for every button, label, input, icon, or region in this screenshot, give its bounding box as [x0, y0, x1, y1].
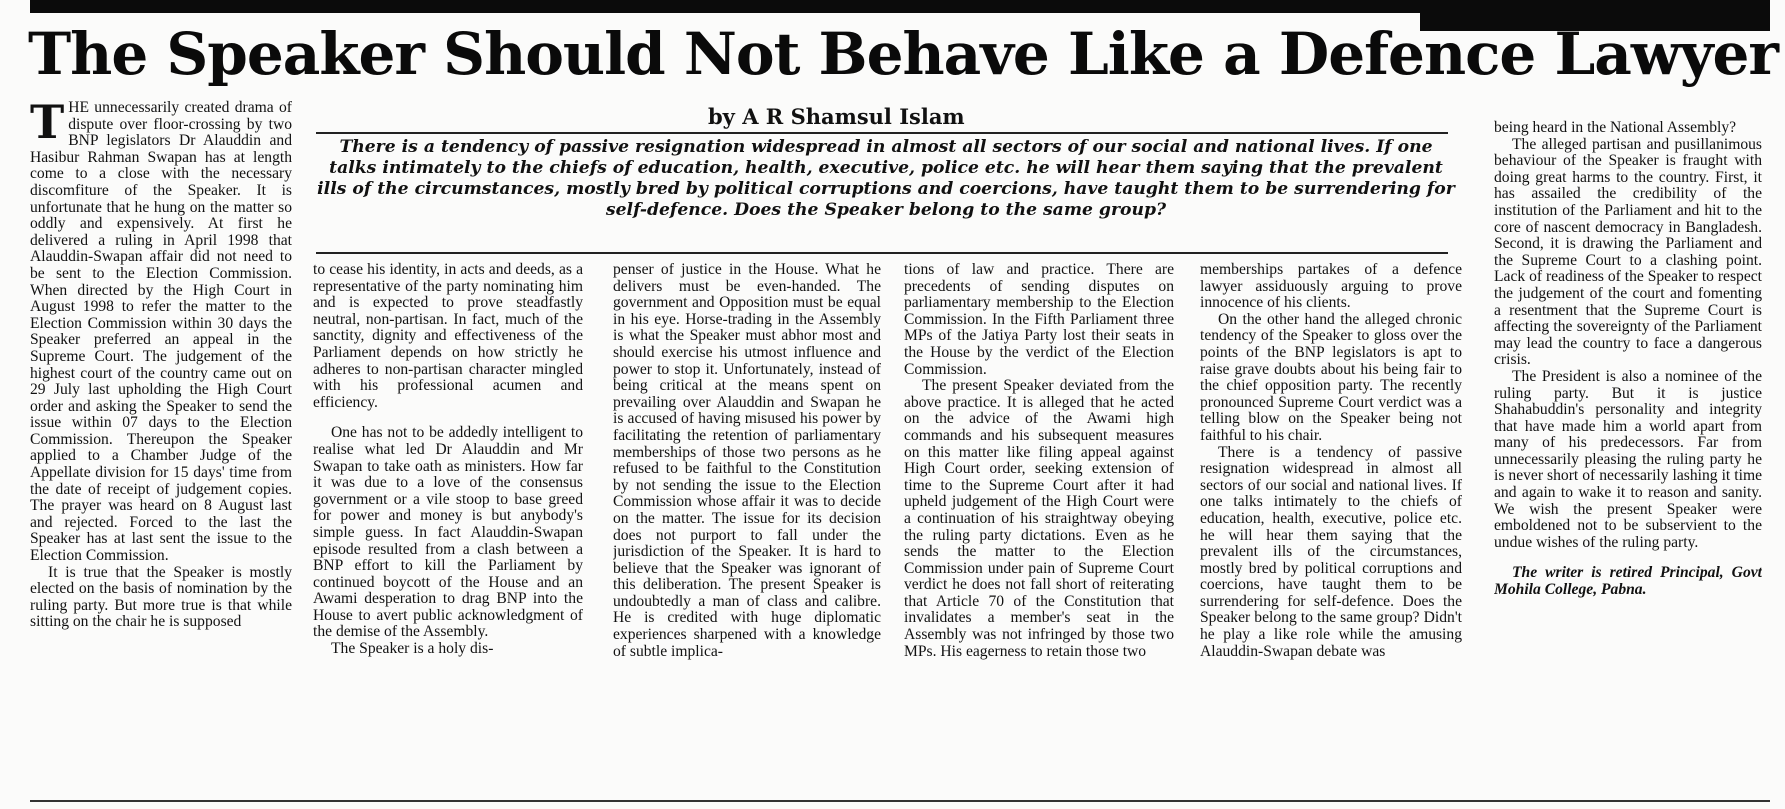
article-column-5: [1200, 262, 1462, 790]
paragraph: to cease his identity, in acts and deeds, as a representative of the party nominating him and is expected to prove steadfastly neutral, non-partisan. In fact, much of the sanctity, dignity and effectiveness of the Parliament depends on how strictly he adheres to non-partisan character mingled with his professional acumen and efficiency.: [313, 262, 583, 411]
article-column-2: [313, 262, 583, 790]
article-column-3: [613, 262, 881, 790]
paragraph: being heard in the National Assembly?: [1494, 120, 1737, 136]
paragraph: The present Speaker deviated from the above practice. It is alleged that he acted on the advice of the Awami high commands and his subsequent measures on this matter like filing appeal against High Court order, seeking extension of time to the Supreme Court after it had upheld judgement of the High Court were a continuation of his straightway obeying the ruling party dictations. Even as he sends the matter to the Election Commission under pain of Supreme Court verdict he does not fall short of reiterating that Article 70 of the Constitution that invalidates a member's seat in the Assembly was not infringed by those two MPs. His eagerness to retain those two: [904, 377, 1174, 660]
drop-cap: T: [30, 100, 65, 149]
pullquote-top-rule: [316, 132, 1448, 134]
bottom-rule: [30, 800, 1770, 802]
paragraph: [30, 100, 292, 565]
author-credit: The writer is retired Principal, Govt Mohila College, Pabna.: [1494, 564, 1762, 599]
article-column-1: [30, 100, 292, 790]
pullquote: There is a tendency of passive resignation widespread in almost all sectors of our social and national lives. If one talks intimately to the chiefs of education, health, executive, police etc. he will hear them saying that the prevalent ills of the circumstances, mostly bred by political corruptions and coercions, have taught them to be surrendering for self-defence. Does the Speaker belong to the same group?: [317, 137, 1455, 220]
headline: The Speaker Should Not Behave Like a Defence Lawyer: [28, 20, 1778, 88]
paragraph: There is a tendency of passive resignation widespread in almost all sectors of our social and national lives. If one talks intimately to the chiefs of education, health, executive, police etc. he will hear them saying that the prevalent ills of the circumstances, mostly bred by political corruptions and coercions, have taught them to be surrendering for self-defence. Does the Speaker belong to the same group? Didn't he play a like role while the amusing Alauddin-Swapan debate was: [1200, 443, 1462, 660]
paragraph: The President is also a nominee of the ruling party. But it is justice Shahabuddin's personality and integrity that have made him a world apart from many of his predecessors. Far from unnecessarily pleasing the ruling party he is never short of necessarily lashing it time and again to wake it to reason and sanity. We wish the present Speaker were emboldened not to be subservient to the undue wishes of the ruling party.: [1494, 367, 1762, 551]
paragraph: memberships partakes of a defence lawyer assiduously arguing to prove innocence of his clients.: [1200, 262, 1462, 312]
top-black-rule: [30, 0, 1770, 13]
paragraph: penser of justice in the House. What he delivers must be even-handed. The government and Opposition must be equal in his eye. Horse-trading in the Assembly is what the Speaker must abhor most and should exercise his utmost influence and power to stop it. Unfortunately, instead of being critical at the means spent on prevailing over Alauddin and Swapan he is accused of having misused his power by facilitating the retention of parliamentary memberships of those two persons as he refused to be faithful to the Constitution by not sending the issue to the Election Commission whose affair it was to decide on the matter. The issue for its decision does not purport to fall under the jurisdiction of the Speaker. It is hard to believe that the Speaker was ignorant of this deliberation. The present Speaker is undoubtedly a man of class and calibre. He is credited with huge diplomatic experiences sharpened with a knowledge of subtle implica-: [613, 262, 881, 660]
paragraph: It is true that the Speaker is mostly elected on the basis of nomination by the ruling party. But more true is that while sitting on the chair he is supposed: [30, 563, 292, 631]
article-column-4: [904, 262, 1174, 790]
paragraph: On the other hand the alleged chronic tendency of the Speaker to gloss over the points of the BNP legislators is apt to raise grave doubts about his being fair to the chief opposition party. The recently pronounced Supreme Court verdict was a telling blow on the Speaker being not faithful to his chair.: [1200, 310, 1462, 444]
paragraph: One has not to be addedly intelligent to realise what led Dr Alauddin and Mr Swapan to take oath as ministers. How far it was due to a love of the consensus government or a vile stoop to base greed for power and money is but anybody's simple guess. In fact Alauddin-Swapan episode resulted from a clash between a BNP effort to kill the Parliament by continued boycott of the House and an Awami desperation to drag BNP into the House to avert public acknowledgment of the demise of the Assembly.: [313, 424, 583, 641]
paragraph: tions of law and practice. There are precedents of sending disputes on parliamentary membership to the Election Commission. In the Fifth Parliament three MPs of the Jatiya Party lost their seats in the House by the verdict of the Election Commission.: [904, 262, 1174, 378]
paragraph: The alleged partisan and pusillanimous behaviour of the Speaker is fraught with doing great harms to the country. First, it has assailed the credibility of the institution of the Parliament and hit to the core of nascent democracy in Bangladesh. Second, it is drawing the Parliament and the Supreme Court to a clashing point. Lack of readiness of the Speaker to respect the judgement of the court and fomenting a resentment that the Supreme Court is affecting the sovereignty of the Parliament may lead the country to face a dangerous crisis.: [1494, 135, 1762, 369]
paragraph: The Speaker is a holy dis-: [331, 640, 494, 658]
byline: by A R Shamsul Islam: [708, 104, 965, 129]
pullquote-bottom-rule: [316, 252, 1448, 254]
paragraph-text: HE unnecessarily created drama of dispute over floor-crossing by two BNP legislators Dr Alauddin and Hasibur Rahman Swapan has at length come to a close with the necessary discomfiture of the Speaker. It is unfortunate that he hung on the matter so oddly and expensively. At first he delivered a ruling in April 1998 that Alauddin-Swapan affair did not need to be sent to the Election Commission. When directed by the High Court in August 1998 to refer the matter to the Election Commission within 30 days the Speaker preferred an appeal in the Supreme Court. The judgement of the highest court of the country came out on 29 July last upholding the High Court order and asking the Speaker to send the issue within 07 days to the Election Commission. Thereupon the Speaker applied to a Chamber Judge of the Appellate division for 15 days' time from the date of receipt of judgement copies. The prayer was heard on 8 August last and rejected. Forced to the last the Speaker has at last sent the issue to the Election Commission.: [30, 100, 292, 565]
article-column-6: [1494, 120, 1762, 790]
